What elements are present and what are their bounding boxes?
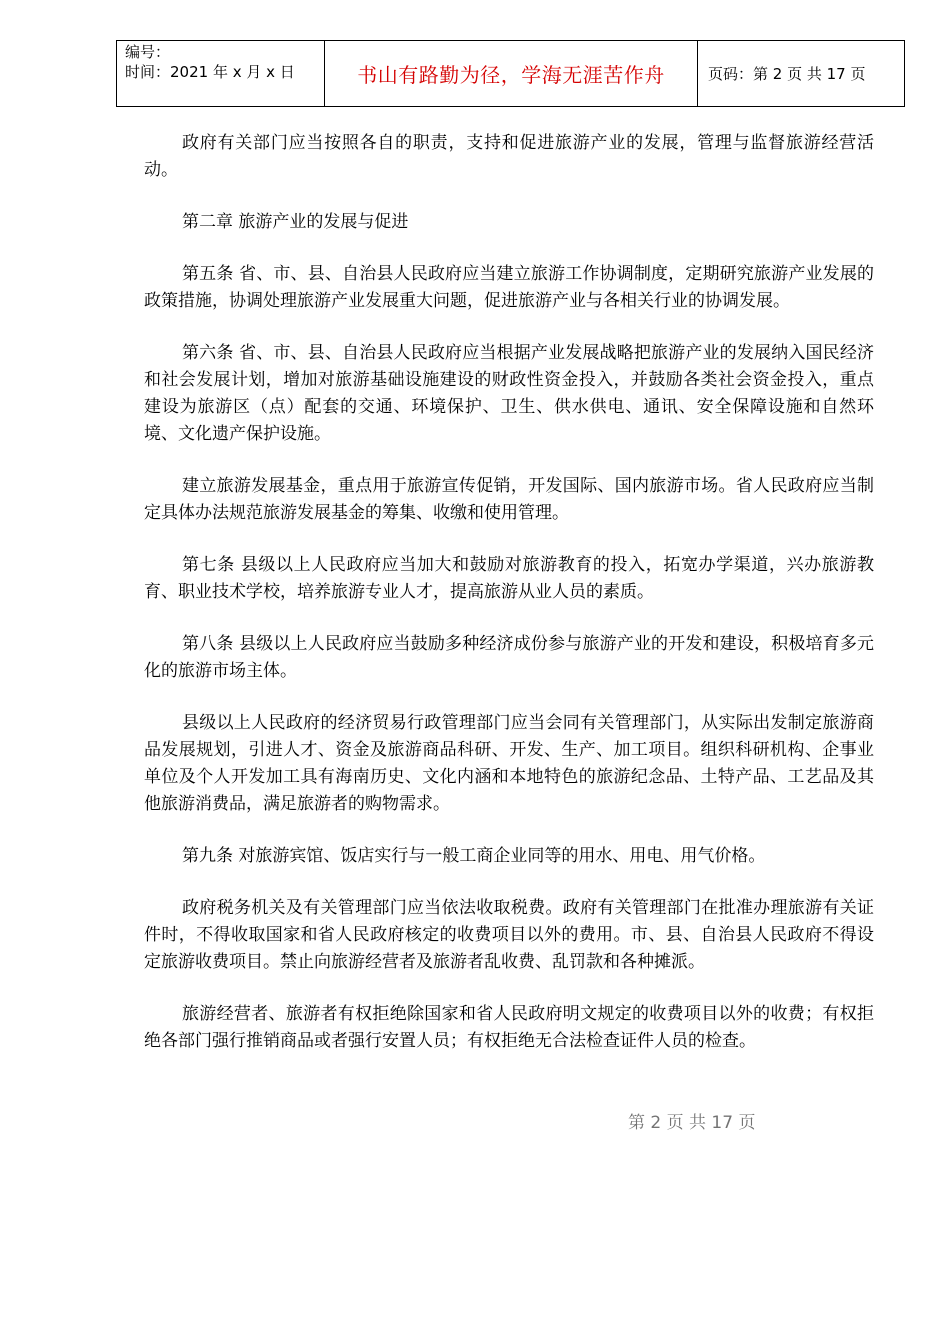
- paragraph: 第六条 省、市、县、自治县人民政府应当根据产业发展战略把旅游产业的发展纳入国民经济和社会发展计划，增加对旅游基础设施建设的财政性资金投入，并鼓励各类社会资金投入，重点建设为旅游区（点）配套的交通、环境保护、卫生、供水供电、通讯、安全保障设施和自然环境、文化遗产保护设施。: [144, 343, 874, 444]
- header-page-info: 页码：第 2 页 共 17 页: [698, 41, 905, 107]
- header-motto: 书山有路勤为径，学海无涯苦作舟: [325, 41, 698, 107]
- paragraph: 政府税务机关及有关管理部门应当依法收取税费。政府有关管理部门在批准办理旅游有关证件时，不得收取国家和省人民政府核定的收费项目以外的费用。市、县、自治县人民政府不得设定旅游收费项目。禁止向旅游经营者及旅游者乱收费、乱罚款和各种摊派。: [144, 898, 874, 972]
- header-meta-cell: [117, 41, 325, 107]
- paragraph: 政府有关部门应当按照各自的职责，支持和促进旅游产业的发展，管理与监督旅游经营活动。: [144, 133, 874, 180]
- document-number: 编号：: [125, 43, 171, 61]
- paragraph: 旅游经营者、旅游者有权拒绝除国家和省人民政府明文规定的收费项目以外的收费；有权拒绝各部门强行推销商品或者强行安置人员；有权拒绝无合法检查证件人员的检查。: [144, 1004, 874, 1051]
- paragraph: 第八条 县级以上人民政府应当鼓励多种经济成份参与旅游产业的开发和建设，积极培育多元化的旅游市场主体。: [144, 634, 874, 681]
- document-time: 时间：2021 年 x 月 x 日: [125, 63, 295, 81]
- document-body: [144, 130, 874, 1080]
- page-footer: 第 2 页 共 17 页: [628, 1113, 756, 1133]
- paragraph: 县级以上人民政府的经济贸易行政管理部门应当会同有关管理部门，从实际出发制定旅游商品发展规划，引进人才、资金及旅游商品科研、开发、生产、加工项目。组织科研机构、企事业单位及个人开发加工具有海南历史、文化内涵和本地特色的旅游纪念品、土特产品、工艺品及其他旅游消费品，满足旅游者的购物需求。: [144, 713, 874, 814]
- header-table: [116, 40, 905, 107]
- paragraph: 第七条 县级以上人民政府应当加大和鼓励对旅游教育的投入，拓宽办学渠道，兴办旅游教育、职业技术学校，培养旅游专业人才，提高旅游从业人员的素质。: [144, 555, 874, 602]
- paragraph: 建立旅游发展基金，重点用于旅游宣传促销，开发国际、国内旅游市场。省人民政府应当制定具体办法规范旅游发展基金的筹集、收缴和使用管理。: [144, 476, 874, 523]
- paragraph: 第五条 省、市、县、自治县人民政府应当建立旅游工作协调制度，定期研究旅游产业发展的政策措施，协调处理旅游产业发展重大问题，促进旅游产业与各相关行业的协调发展。: [144, 264, 874, 311]
- chapter-heading: 第二章 旅游产业的发展与促进: [182, 212, 409, 232]
- paragraph: 第九条 对旅游宾馆、饭店实行与一般工商企业同等的用水、用电、用气价格。: [182, 846, 766, 866]
